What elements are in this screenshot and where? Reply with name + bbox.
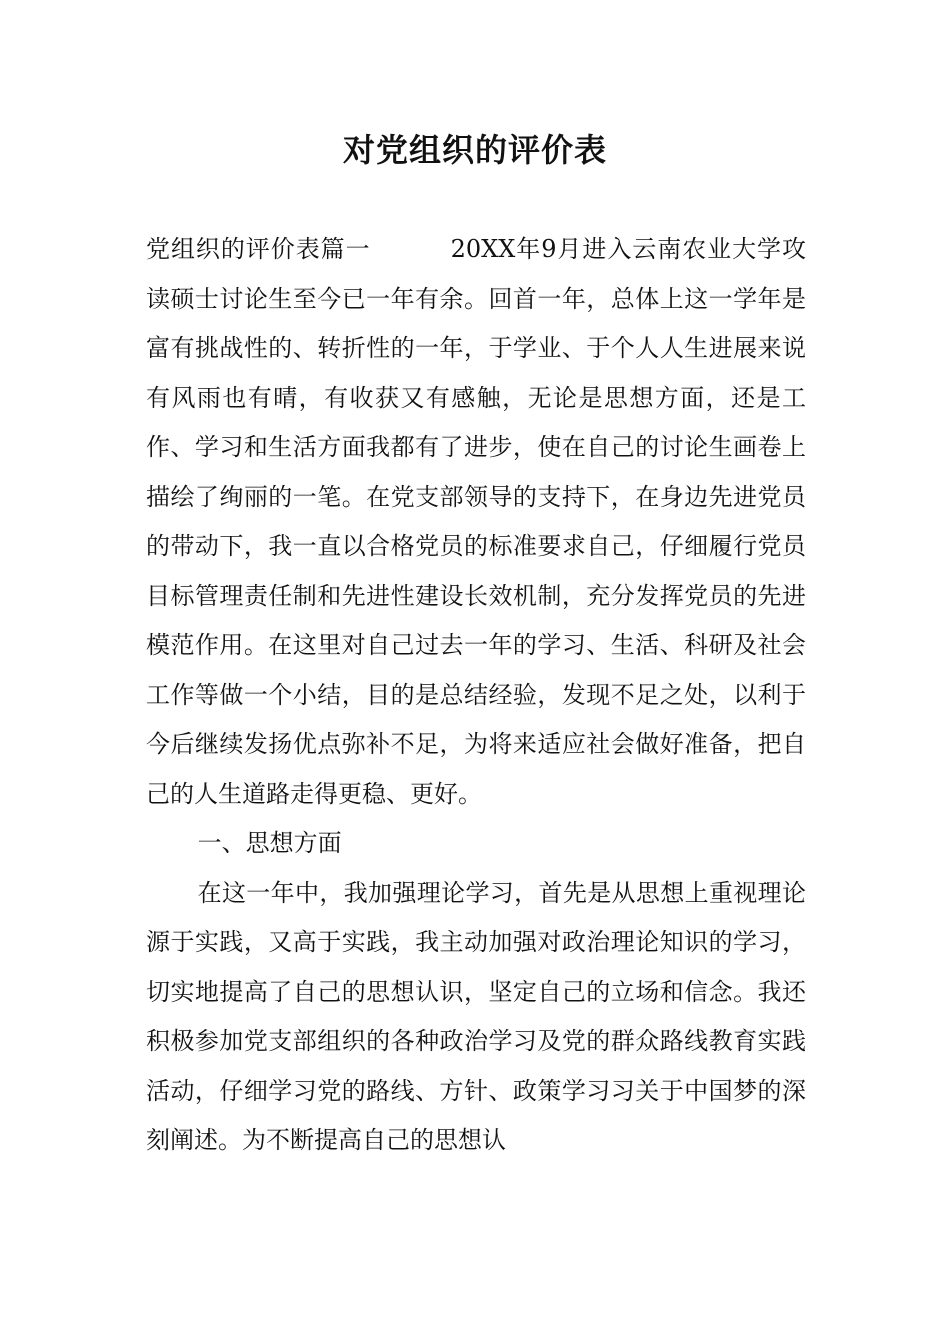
intro-text: 20XX年9月进入云南农业大学攻读硕士讨论生至今已一年有余。回首一年，总体上这一学年是富有挑战性的、转折性的一年，于学业、于个人人生进展来说有风雨也有晴，有收获又有感触，无论是思想方面，还是工作、学习和生活方面我都有了进步，使在自己的讨论生画卷上描绘了绚丽的一笔。在党支部领导的支持下，在身边先进党员的带动下，我一直以合格党员的标准要求自己，仔细履行党员目标管理责任制和先进性建设长效机制，充分发挥党员的先进模范作用。在这里对自己过去一年的学习、生活、科研及社会工作等做一个小结，目的是总结经验，发现不足之处，以利于今后继续发扬优点弥补不足，为将来适应社会做好准备，把自己的人生道路走得更稳、更好。 <box>146 235 806 808</box>
intro-label: 党组织的评价表篇一 <box>146 235 371 263</box>
document-title: 对党组织的评价表 <box>342 131 607 169</box>
section-heading-thought: 一、思想方面 <box>197 829 342 857</box>
document-body <box>146 225 806 1166</box>
section-paragraph-thought: 在这一年中，我加强理论学习，首先是从思想上重视理论源于实践，又高于实践，我主动加强对政治理论知识的学习，切实地提高了自己的思想认识，坚定自己的立场和信念。我还积极参加党支部组织的各种政治学习及党的群众路线教育实践活动，仔细学习党的路线、方针、政策学习习关于中国梦的深刻阐述。为不断提高自己的思想认 <box>146 878 806 1154</box>
intro-paragraph <box>146 225 806 819</box>
